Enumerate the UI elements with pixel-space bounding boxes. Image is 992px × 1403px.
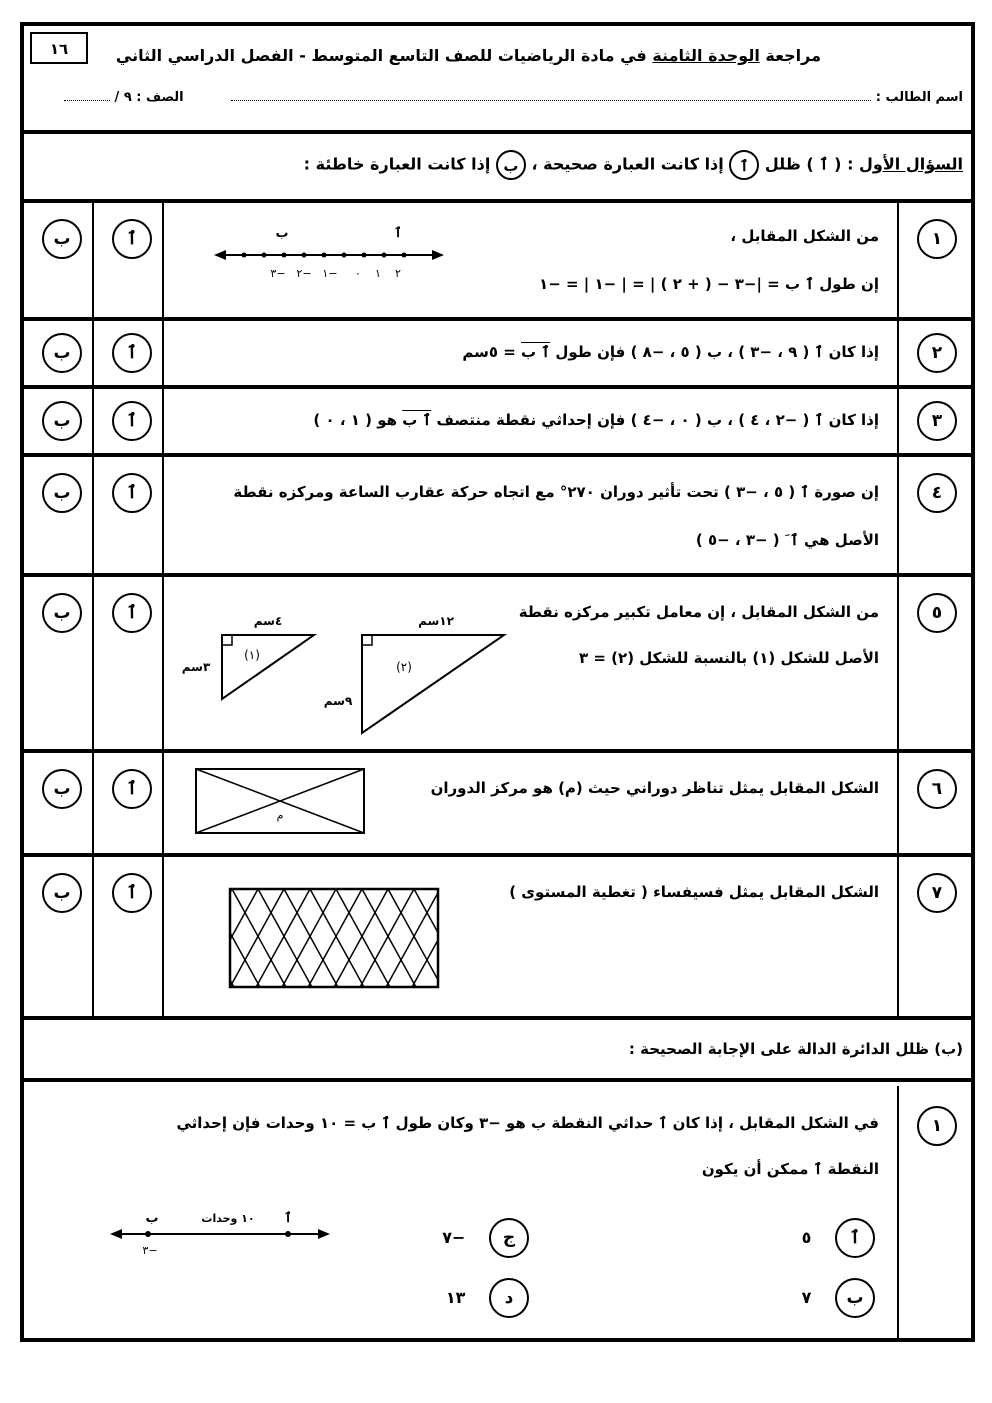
question-row-1 <box>24 199 971 321</box>
fig1-tick: −٢ <box>296 267 312 280</box>
segment-ab: ٱ ب <box>521 343 551 361</box>
title-part1: مراجعة <box>759 46 821 65</box>
part-b-question-number: ١ <box>917 1106 957 1146</box>
part-b-statement-line2: النقطة ٱ ممكن أن يكون <box>701 1160 879 1178</box>
part-b-statement-line1: في الشكل المقابل ، إذا كان ٱ حداثي النقطة ب هو −٣ وكان طول ٱ ب = ١٠ وحدات فإن إحداثي <box>176 1114 879 1132</box>
statement-7: الشكل المقابل يمثل فسيفساء ( تغطية المستوى ) <box>509 883 879 901</box>
question-number-2: ٢ <box>917 333 957 373</box>
triangle-2-side-length: ٩سم <box>323 694 353 708</box>
tessellation-line <box>414 889 440 989</box>
number-line-figure-1 <box>214 219 444 289</box>
legend-circle-b: ب <box>496 150 526 180</box>
statement-3-post: هو ( ١ ، ٠ ) <box>313 411 403 429</box>
option-b-value: ٧ <box>801 1287 812 1307</box>
answer-a-circle-6[interactable]: ٱ <box>112 769 152 809</box>
fig-b-label-b: ب <box>145 1211 159 1226</box>
option-d-value: ١٣ <box>445 1287 466 1307</box>
statement-4-line1: إن صورة ٱ ( ٥ ، −٣ ) تحت تأثير دوران ٢٧٠° مع اتجاه حركة عقارب الساعة ومركزه نقطة <box>233 483 879 501</box>
option-d-circle[interactable]: د <box>489 1278 529 1318</box>
option-b-circle[interactable]: ب <box>835 1278 875 1318</box>
tessellation-line <box>336 889 391 989</box>
triangle-1-side-length: ٣سم <box>181 660 211 674</box>
student-name-label: اسم الطالب : <box>875 90 963 105</box>
tessellation-line <box>333 889 388 989</box>
question-number-1: ١ <box>917 219 957 259</box>
tessellation-line <box>255 889 310 989</box>
instruction-part-a: : ( ٱ ) ظلل <box>759 154 860 174</box>
question-one-label: السؤال الأول <box>859 154 963 174</box>
tessellation-line <box>229 889 284 989</box>
question-number-4: ٤ <box>917 473 957 513</box>
statement-2-pre: إذا كان ٱ ( ٩ ، −٣ ) ، ب ( ٥ ، −٨ ) فإن طول <box>550 343 879 361</box>
answer-a-circle-1[interactable]: ٱ <box>112 219 152 259</box>
student-name-field[interactable] <box>231 90 963 105</box>
tessellation-line <box>362 889 417 989</box>
option-c[interactable] <box>442 1218 529 1258</box>
question-one-instruction <box>304 150 963 180</box>
answer-b-circle-4[interactable]: ب <box>42 473 82 513</box>
answer-b-circle-1[interactable]: ب <box>42 219 82 259</box>
question-row-2 <box>24 321 971 389</box>
answer-a-circle-4[interactable]: ٱ <box>112 473 152 513</box>
answer-a-circle-5[interactable]: ٱ <box>112 593 152 633</box>
fig1-tick: ٠ <box>355 267 361 280</box>
triangle-2-top-length: ١٢سم <box>418 614 454 628</box>
instruction-part-b: إذا كانت العبارة صحيحة ، <box>525 154 730 174</box>
tessellation-figure <box>228 887 440 989</box>
part-b-question-row <box>24 1086 971 1338</box>
rectangle-diagonals-figure <box>194 767 370 839</box>
worksheet-header <box>24 26 971 134</box>
triangle-1-top-length: ٤سم <box>253 614 283 628</box>
fig1-label-b: ب <box>275 226 289 241</box>
triangle-1-label: (١) <box>244 648 260 662</box>
question-number-6: ٦ <box>917 769 957 809</box>
triangle-2-label: (٢) <box>396 660 412 674</box>
option-b[interactable] <box>802 1278 875 1318</box>
statement-2 <box>462 343 879 361</box>
fig1-tick: −١ <box>322 267 338 280</box>
statement-6: الشكل المقابل يمثل تناظر دوراني حيث (م) هو مركز الدوران <box>430 779 879 797</box>
option-c-value: −٧ <box>442 1227 466 1247</box>
fig1-tick: ١ <box>375 267 381 280</box>
question-number-5: ٥ <box>917 593 957 633</box>
statement-1-line1: من الشكل المقابل ، <box>730 227 879 245</box>
option-a-value: ٥ <box>801 1227 812 1247</box>
question-number-7: ٧ <box>917 873 957 913</box>
answer-a-circle-7[interactable]: ٱ <box>112 873 152 913</box>
option-a-circle[interactable]: ٱ <box>835 1218 875 1258</box>
tessellation-line <box>385 889 440 989</box>
tessellation-line <box>307 889 362 989</box>
worksheet-page <box>20 22 975 1342</box>
question-row-5 <box>24 577 971 753</box>
part-b-instruction: (ب) ظلل الدائرة الدالة على الإجابة الصحيحة : <box>628 1040 963 1058</box>
statement-4-line2: الأصل هي ٱ َ ( −٣ ، −٥ ) <box>695 531 879 549</box>
tessellation-line <box>310 889 365 989</box>
triangle-1 <box>222 635 314 699</box>
statement-2-post: = ٥سم <box>462 343 521 361</box>
tessellation-line <box>281 889 336 989</box>
instruction-part-c: إذا كانت العبارة خاطئة : <box>303 154 496 174</box>
statement-5-line2: الأصل للشكل (١) بالنسبة للشكل (٢) = ٣ <box>579 649 879 667</box>
option-a[interactable] <box>802 1218 875 1258</box>
part-b-header <box>24 1016 971 1082</box>
page-title <box>116 46 821 65</box>
class-label: الصف : ٩ / <box>114 90 184 105</box>
statement-5-line1: من الشكل المقابل ، إن معامل تكبير مركزه نقطة <box>518 603 879 621</box>
title-unit: الوحدة الثامنة <box>652 46 760 65</box>
answer-b-circle-7[interactable]: ب <box>42 873 82 913</box>
answer-a-circle-3[interactable]: ٱ <box>112 401 152 441</box>
answer-b-circle-3[interactable]: ب <box>42 401 82 441</box>
segment-ab: ٱ ب <box>402 411 432 429</box>
fig1-label-a: ٱ <box>394 226 402 241</box>
triangle-2 <box>362 635 504 733</box>
statement-3-pre: إذا كان ٱ ( −٢ ، ٤ ) ، ب ( ٠ ، −٤ ) فإن إحداثي نقطة منتصف <box>431 411 879 429</box>
question-number-3: ٣ <box>917 401 957 441</box>
title-part2: في مادة الرياضيات للصف التاسع المتوسط - الفصل الدراسي الثاني <box>115 46 653 65</box>
fig-b-label-a: ٱ <box>284 1211 292 1226</box>
option-d[interactable] <box>446 1278 529 1318</box>
question-one-header <box>24 134 971 203</box>
page-number: ١٦ <box>30 32 88 64</box>
statement-3 <box>313 411 879 429</box>
fig-b-length: ١٠ وحدات <box>201 1212 255 1225</box>
question-row-6 <box>24 753 971 857</box>
answer-b-circle-6[interactable]: ب <box>42 769 82 809</box>
question-row-7 <box>24 857 971 1020</box>
triangles-figure <box>174 607 514 737</box>
answer-b-circle-5[interactable]: ب <box>42 593 82 633</box>
tessellation-line <box>284 889 339 989</box>
tessellation-line <box>258 889 313 989</box>
rotation-center-label: م <box>276 809 284 822</box>
answer-a-circle-2[interactable]: ٱ <box>112 333 152 373</box>
question-row-4 <box>24 457 971 577</box>
number-line-figure-b <box>110 1204 330 1264</box>
student-name-dots <box>231 100 871 101</box>
answer-b-circle-2[interactable]: ب <box>42 333 82 373</box>
fig-b-tick: −٣ <box>142 1244 158 1257</box>
legend-circle-a: ٱ <box>729 150 759 180</box>
fig1-tick: −٣ <box>270 267 286 280</box>
statement-1-line2: إن طول ٱ ب = |−٣ − ( + ٢ ) | = | −١ | = −١ <box>539 275 879 293</box>
fig1-tick: ٢ <box>395 267 401 280</box>
question-row-3 <box>24 389 971 457</box>
tessellation-line <box>232 889 287 989</box>
option-c-circle[interactable]: ج <box>489 1218 529 1258</box>
class-dots <box>64 100 110 101</box>
class-field[interactable] <box>64 90 184 105</box>
tessellation-line <box>359 889 414 989</box>
